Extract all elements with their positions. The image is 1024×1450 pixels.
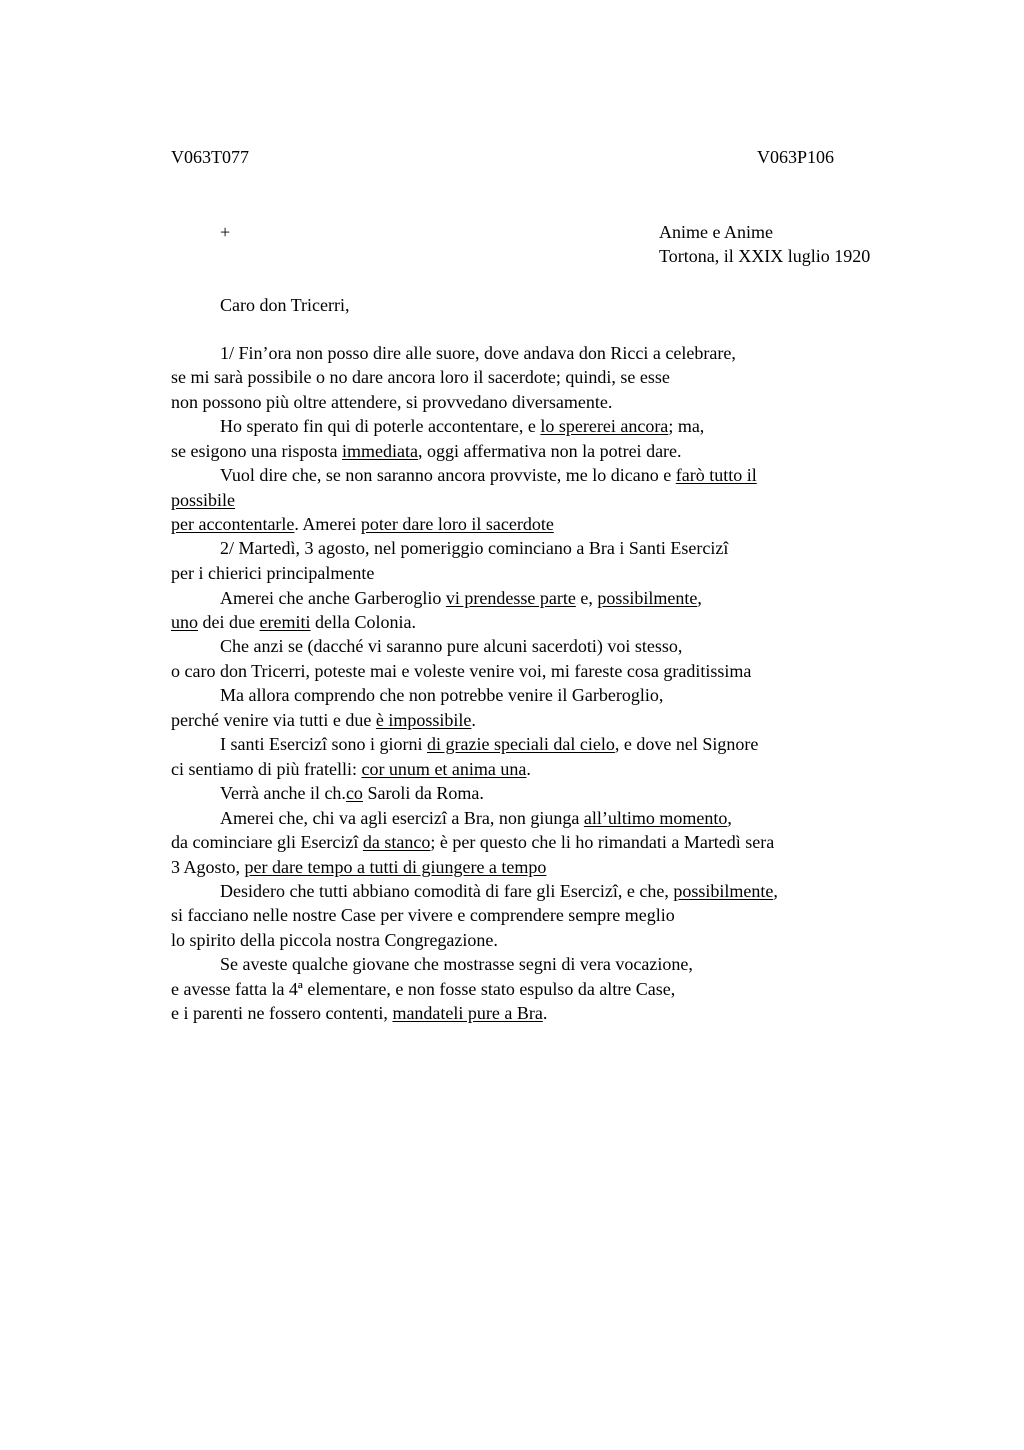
body-line [171, 758, 531, 780]
text-segment: , [727, 808, 732, 828]
text-segment: 1/ Fin’ora non posso dire alle suore, dove andava don Ricci a celebrare, [220, 343, 736, 363]
body-line [171, 929, 498, 951]
body-line [220, 635, 682, 657]
body-line [220, 415, 704, 437]
body-line [171, 856, 546, 878]
letter-place-date: Tortona, il XXIX luglio 1920 [659, 246, 871, 266]
body-line [171, 1002, 547, 1024]
text-segment: 3 Agosto, [171, 857, 245, 877]
text-segment: sono i giorni [326, 734, 427, 754]
text-segment: Desidero che tutti abbiano comodità di fare gli Esercizi [220, 881, 618, 901]
underlined-text: lo spererei ancora [540, 416, 669, 436]
text-segment: dei due [198, 612, 260, 632]
underlined-text: immediata [341, 441, 418, 461]
underlined-text: per dare tempo a tutti di giungere a tempo [244, 857, 547, 877]
page-code-right: V063P106 [757, 147, 835, 167]
text-segment: 2/ Martedì, 3 agosto, nel pomeriggio cominciano a Bra i Santi Esercizi [220, 538, 729, 558]
text-segment: Verrà anche il ch. [220, 783, 346, 803]
text-segment: ci sentiamo di più fratelli: [171, 759, 362, 779]
underlined-text: farò tutto il [675, 465, 757, 485]
text-segment: Saroli da Roma. [362, 783, 484, 803]
text-segment: e avesse fatta la 4ª elementare, e non fosse stato espulso da altre Case, [171, 979, 676, 999]
underlined-text: co [345, 783, 363, 803]
underlined-text: di grazie speciali dal cielo [426, 734, 615, 754]
document-code-left: V063T077 [171, 147, 249, 167]
body-line [171, 391, 612, 413]
body-line [171, 611, 416, 633]
text-segment: Vuol dire che, se non saranno ancora provviste, me lo dicano e [220, 465, 676, 485]
underlined-text: mandateli pure a Bra [392, 1003, 543, 1023]
text-segment: a Bra, non giunga [446, 808, 584, 828]
text-segment: I santi Esercizi [220, 734, 327, 754]
text-segment: per i chierici principalmente [171, 563, 375, 583]
text-segment: ; ma, [668, 416, 705, 436]
underlined-text: da stanco [362, 832, 431, 852]
text-segment: . [542, 1003, 548, 1023]
text-segment: , [773, 881, 778, 901]
salutation: Caro don Tricerri, [220, 295, 350, 315]
body-line [220, 684, 663, 706]
cross-symbol: + [220, 222, 231, 242]
text-segment: Ma allora comprendo che non potrebbe venire il Garberoglio, [220, 685, 664, 705]
text-segment: . [526, 759, 531, 779]
body-line [171, 489, 235, 511]
underlined-text: uno [171, 612, 198, 632]
body-line [171, 660, 751, 682]
underlined-text: eremiti [259, 612, 311, 632]
body-line [220, 537, 728, 559]
body-line [220, 587, 702, 609]
underlined-text: è impossibile [375, 710, 472, 730]
text-segment: . [471, 710, 476, 730]
body-line [220, 807, 732, 829]
body-line [171, 513, 554, 535]
text-segment: , e che, [617, 881, 674, 901]
text-segment: lo spirito della piccola nostra Congregazione. [171, 930, 498, 950]
text-segment: , oggi affermativa non la potrei dare. [417, 441, 682, 461]
body-line [171, 904, 675, 926]
body-line [171, 440, 682, 462]
text-segment: si facciano nelle nostre Case per vivere e comprendere sempre meglio [171, 905, 675, 925]
letter-heading-title: Anime e Anime [659, 222, 773, 242]
body-line [220, 733, 758, 755]
text-segment: e i parenti ne fossero contenti, [171, 1003, 393, 1023]
underlined-text: vi prendesse parte [445, 588, 576, 608]
body-line [220, 464, 757, 486]
underlined-text: cor unum et anima una [361, 759, 527, 779]
body-line [171, 978, 675, 1000]
text-segment: Amerei che anche Garberoglio [220, 588, 446, 608]
body-line [220, 880, 778, 902]
underlined-text: possibilmente [673, 881, 774, 901]
text-segment: Ho sperato fin qui di poterle accontentare, e [220, 416, 541, 436]
text-segment: . Amerei [294, 514, 361, 534]
text-segment: non possono più oltre attendere, si provvedano diversamente. [171, 392, 613, 412]
text-segment: perché venire via tutti e due [171, 710, 376, 730]
text-segment: se esigono una risposta [171, 441, 342, 461]
text-segment: ; è per questo che li ho rimandati a Martedì sera [430, 832, 775, 852]
text-segment: se mi sarà possibile o no dare ancora loro il sacerdote; quindi, se esse [171, 367, 670, 387]
body-line [220, 953, 693, 975]
text-segment: , [697, 588, 702, 608]
body-line [220, 342, 736, 364]
text-segment: o caro don Tricerri, poteste mai e voleste venire voi, mi fareste cosa graditissima [171, 661, 752, 681]
text-segment: da cominciare gli Esercizi [171, 832, 359, 852]
text-segment: Se aveste qualche giovane che mostrasse segni di vera vocazione, [220, 954, 693, 974]
underlined-text: poter dare loro il sacerdote [360, 514, 554, 534]
text-segment: della Colonia. [310, 612, 416, 632]
text-segment: e, [575, 588, 598, 608]
underlined-text: all’ultimo momento [583, 808, 728, 828]
text-segment: Amerei che, chi va agli esercizi [220, 808, 447, 828]
body-line [171, 562, 374, 584]
text-segment: , e dove nel Signore [614, 734, 759, 754]
underlined-text: possibilmente [597, 588, 698, 608]
body-line [171, 366, 670, 388]
underlined-text: per accontentarle [171, 514, 295, 534]
underlined-text: possibile [171, 490, 236, 510]
body-line [171, 709, 476, 731]
body-line [220, 782, 484, 804]
body-line [171, 831, 774, 853]
text-segment: Che anzi se (dacché vi saranno pure alcuni sacerdoti) voi stesso, [220, 636, 683, 656]
